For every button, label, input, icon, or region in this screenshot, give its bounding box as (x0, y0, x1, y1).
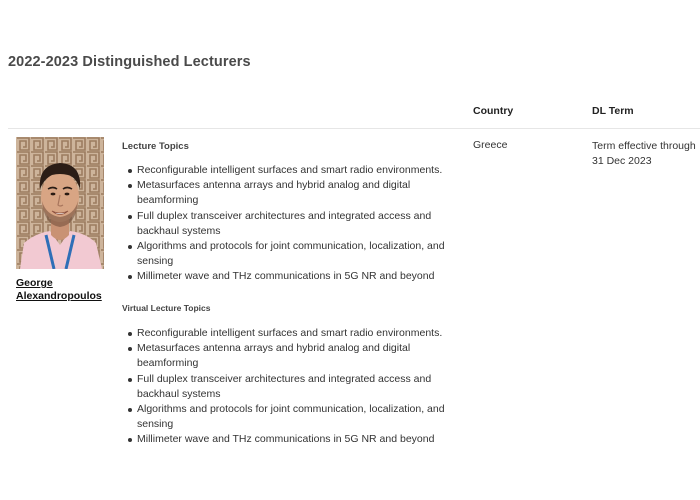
virtual-lecture-topics-list (122, 326, 457, 448)
virtual-lecture-topics-heading: Virtual Lecture Topics (122, 303, 211, 313)
lecture-topics-heading: Lecture Topics (122, 141, 189, 152)
list-item: Millimeter wave and THz communications in 5G NR and beyond (137, 269, 457, 284)
list-item: Reconfigurable intelligent surfaces and smart radio environments. (137, 163, 457, 178)
list-item: Reconfigurable intelligent surfaces and smart radio environments. (137, 326, 457, 341)
lecture-topics-list (122, 163, 457, 285)
list-item: Algorithms and protocols for joint communication, localization, and sensing (137, 402, 457, 432)
list-item: Full duplex transceiver architectures and integrated access and backhaul systems (137, 372, 457, 402)
column-header-dl-term: DL Term (592, 105, 634, 117)
column-header-country: Country (473, 105, 514, 117)
lecturer-name-link[interactable] (16, 277, 116, 303)
virtual-lecture-topics-section (122, 303, 457, 448)
list-item: Millimeter wave and THz communications in 5G NR and beyond (137, 432, 457, 447)
country-value: Greece (473, 139, 508, 151)
lecturer-last-name: Alexandropoulos (16, 290, 102, 302)
list-item: Algorithms and protocols for joint communication, localization, and sensing (137, 239, 457, 269)
lecturer-first-name: George (16, 277, 53, 289)
dl-term-value: Term effective through 31 Dec 2023 (592, 140, 696, 168)
list-item: Metasurfaces antenna arrays and hybrid analog and digital beamforming (137, 178, 457, 208)
list-item: Metasurfaces antenna arrays and hybrid analog and digital beamforming (137, 341, 457, 371)
list-item: Full duplex transceiver architectures and integrated access and backhaul systems (137, 209, 457, 239)
portrait-image (16, 137, 104, 269)
page-title: 2022-2023 Distinguished Lecturers (8, 54, 251, 70)
header-divider (8, 128, 700, 129)
lecturer-photo (16, 137, 104, 269)
lecture-topics-section (122, 141, 457, 285)
